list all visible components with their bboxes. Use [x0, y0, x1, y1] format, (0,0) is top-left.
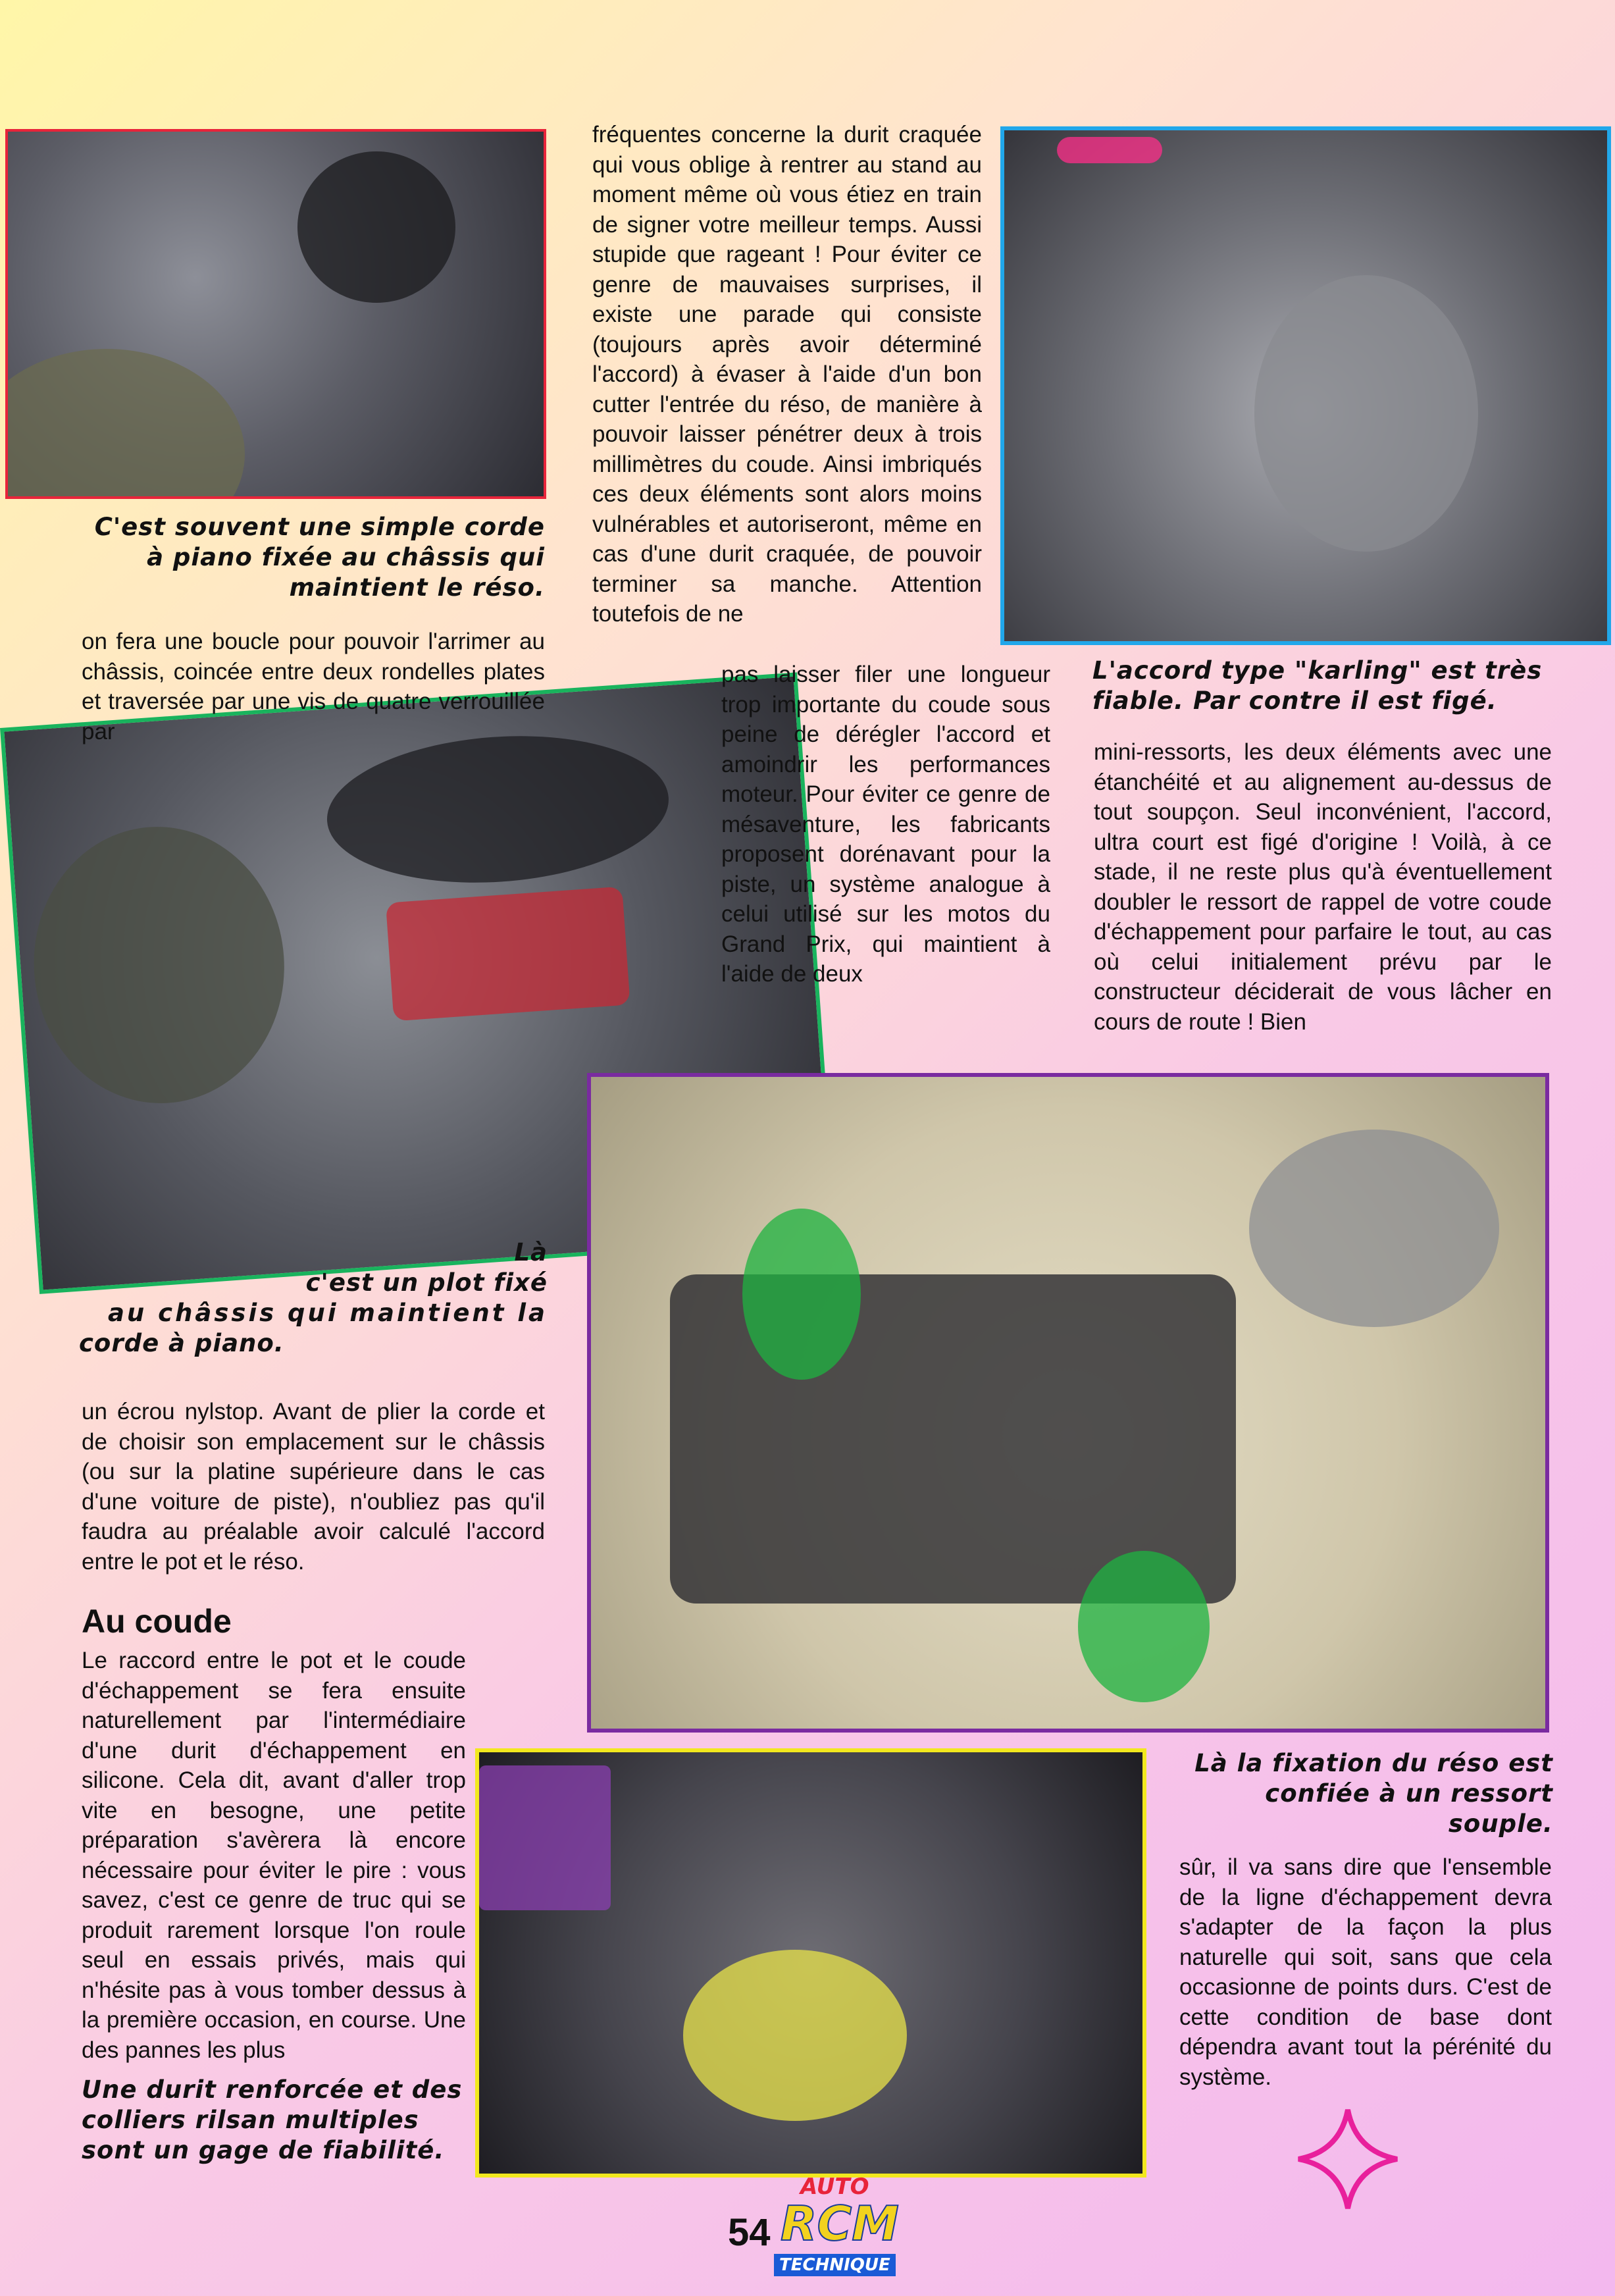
pipe-shape: [322, 725, 673, 894]
caption-spring: Là la fixation du réso est confiée à un ressort souple.: [1194, 1749, 1553, 1838]
elbow-pipe-shape: [1254, 275, 1478, 552]
caption-line: c'est un plot fixé: [305, 1268, 548, 1297]
caption-line: corde à piano.: [79, 1329, 284, 1357]
section-heading: Au coude: [82, 1603, 232, 1640]
magazine-logo: [774, 2170, 906, 2282]
photo-exhaust-piano-wire: [5, 129, 546, 499]
logo-rcm: RCM: [781, 2196, 899, 2251]
photo-car-chassis: [587, 1073, 1549, 1733]
photo-silicone-coupler: [475, 1748, 1146, 2178]
column2-text-a: fréquentes concerne la durit craquée qui vous oblige à rentrer au stand au moment même où vous étiez en train de signer votre meilleur temps. Aussi stupide que rageant ! Pour éviter ce genre de mauvaises surprises, il existe une parade qui consiste (toujours après avoir déterminé l'accord) à évaser à l'aide d'un bon cutter l'entrée du réso, de manière à pouvoir laisser pénétrer deux à trois millimètres du coude. Ainsi imbriqués ces deux éléments sont alors moins vulnérables et autoriseront, même en cas d'une durit craquée, de pouvoir terminer sa manche. Attention toutefois de ne: [592, 122, 982, 627]
column1-text-c: Le raccord entre le pot et le coude d'échappement se fera ensuite naturellement par l'intermédiaire d'une durit d'échappement en silicone. Cela dit, avant d'aller trop vite en besogne, une petite préparation s'avèrera là encore nécessaire pour éviter le pire : vous savez, c'est ce genre de truc qui se produit rarement lorsque l'on roule seul en essais privés, mais qui n'hésite pas à vous tomber dessus à la première occasion, en course. Une des pannes les plus: [82, 1648, 466, 2063]
engine-shape: [1249, 1130, 1499, 1327]
red-battery-shape: [386, 887, 630, 1022]
page-number: 54: [728, 2211, 771, 2254]
pink-tube-shape: [1057, 137, 1162, 163]
green-wheel-shape: [1078, 1551, 1210, 1702]
star-ornament-icon: [1295, 2106, 1400, 2212]
tire-shape: [25, 818, 294, 1111]
tire-shape: [5, 349, 245, 499]
caption-karling: L'accord type "karling" est très fiable. Par contre il est figé.: [1092, 656, 1543, 715]
column2-text-b: pas laisser filer une longueur trop importante du coude sous peine de dérégler l'accord et amoindrir les performances moteur. Pour éviter ce genre de mésaventure, les fabricants proposent dorénavant pour la piste, un système analogue à celui utilisé sur les motos du Grand Prix, qui maintient à l'aide de deux: [721, 662, 1050, 987]
purple-plate-shape: [479, 1765, 611, 1910]
green-wheel-shape: [742, 1209, 861, 1380]
caption-post-fixed: [79, 1238, 548, 1359]
column1-text-a: on fera une boucle pour pouvoir l'arrimer au châssis, coincée entre deux rondelles plates et traversée par une vis de quatre verrouillée par: [82, 629, 545, 744]
logo-auto: AUTO: [800, 2174, 869, 2200]
column1-text-b: un écrou nylstop. Avant de plier la corde et de choisir son emplacement sur le châssis (ou sur la platine supérieure dans le cas d'une voiture de piste), n'oubliez pas qu'il faudra au préalable avoir calculé l'accord entre le pot et le réso.: [82, 1399, 545, 1575]
caption-line: Là: [514, 1238, 548, 1266]
logo-technique: TECHNIQUE: [774, 2254, 896, 2276]
pipe-shape: [297, 151, 455, 303]
caption-line: au châssis qui maintient la: [107, 1299, 548, 1327]
column3-text-a: mini-ressorts, les deux éléments avec une étanchéité et au alignement au-dessus de tout soupçon. Seul inconvénient, l'accord, ultra court est figé d'origine ! Voilà, à ce stade, il ne reste plus qu'à éventuellement doubler le ressort de rappel de votre coude d'échappement pour parfaire le tout, au cas où celui initialement prévu par le constructeur déciderait de vous lâcher en cours de route ! Bien: [1094, 739, 1552, 1035]
caption-piano-wire: C'est souvent une simple corde à piano fixée au châssis qui maintient le réso.: [94, 513, 545, 602]
column3-text-b: sûr, il va sans dire que l'ensemble de la ligne d'échappement devra s'adapter de la façon la plus naturelle qui soit, sans que cela occasionne de points durs. C'est de cette condition de base dont dépendra avant tout la pérénité du système.: [1179, 1854, 1552, 2090]
photo-karling-coupling: [1000, 126, 1611, 645]
caption-rilsan: Une durit renforcée et des colliers rilsan multiples sont un gage de fiabilité.: [82, 2075, 463, 2164]
yellow-coupler-shape: [683, 1950, 907, 2121]
